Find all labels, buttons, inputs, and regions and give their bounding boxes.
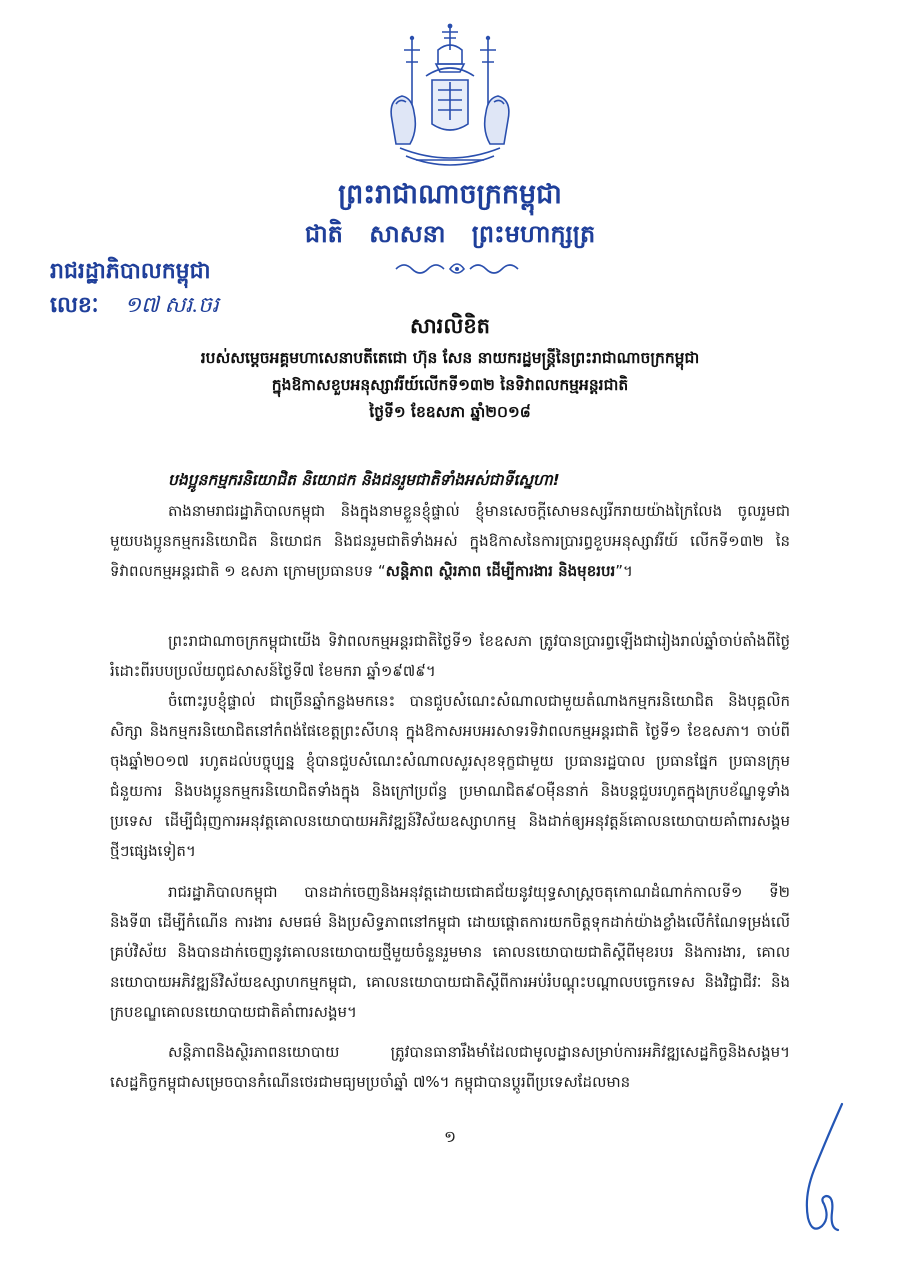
subtitle-line-2: ក្នុងឱកាសខួបអនុស្សាវរីយ៍លើកទី១៣២ នៃទិវាពលកម្មអន្តរជាតិ: [271, 376, 629, 394]
royal-coat-of-arms-icon: [372, 20, 528, 180]
subtitle-line-3: ថ្ងៃទី១ ខែឧសភា ឆ្នាំ២០១៨: [369, 403, 531, 421]
signature-mark: [796, 1100, 856, 1240]
paragraph-5: សន្តិភាពនិងស្ថិរភាពនយោបាយ ត្រូវបានធានារឹងមាំដែលជាមូលដ្ឋានសម្រាប់ការអភិវឌ្ឍសេដ្ឋកិច្ចនិងសង្គម។ សេដ្ឋកិច្ចកម្ពុជាសម្រេចបានកំណើនថេរជាមធ្យមប្រចាំឆ្នាំ ៧%។ កម្ពុជាបានប្តូរពីប្រទេសដែលមាន: [110, 1043, 790, 1091]
national-motto: ជាតិ សាសនា ព្រះមហាក្សត្រ: [304, 220, 596, 248]
paragraph-2: ព្រះរាជាណាចក្រកម្ពុជាយើង ទិវាពលកម្មអន្តរជាតិថ្ងៃទី១ ខែឧសភា ត្រូវបានប្រារព្ធឡើងជារៀងរាល់ឆ្នាំចាប់តាំងពីថ្ងៃរំដោះពីរបបប្រល័យពូជសាសន៍ថ្ងៃទី៧ ខែមករា ឆ្នាំ១៩៧៩។: [110, 632, 790, 680]
issuing-government: រាជរដ្ឋាភិបាលកម្ពុជា: [50, 259, 211, 284]
page-number: ១: [443, 1127, 457, 1146]
salutation: បងប្អូនកម្មករនិយោជិត និយោជក និងជនរួមជាតិទាំងអស់ជាទីស្នេហា!: [168, 471, 560, 489]
paragraph-1-text: តាងនាមរាជរដ្ឋាភិបាលកម្ពុជា និងក្នុងនាមខ្លួនខ្ញុំផ្ទាល់ ខ្ញុំមានសេចក្តីសោមនស្សរីករាយយ៉ាងក្រៃលែង ចូលរួមជាមួយបងប្អូនកម្មករនិយោជិត និយោជក និងជនរួមជាតិទាំងអស់ ក្នុងឱកាសនៃការប្រារព្ធខួបអនុស្សាវរីយ៍ លើកទី១៣២ នៃទិវាពលកម្មអន្តរជាតិ ១ ឧសភា ក្រោមប្រធានបទ “: [110, 502, 790, 580]
reference-label: លេខៈ: [50, 293, 99, 318]
kingdom-title: ព្រះរាជាណាចក្រកម្ពុជា: [338, 179, 562, 210]
paragraph-3: ចំពោះរូបខ្ញុំផ្ទាល់ ជាច្រើនឆ្នាំកន្លងមកនេះ បានជួបសំណេះសំណាលជាមួយតំណាងកម្មករនិយោជិត និងបុគ្គលិកសិក្សា និងកម្មករនិយោជិតនៅកំពង់ផែខេត្តព្រះសីហនុ ក្នុងឱកាសអបអរសាទរទិវាពលកម្មអន្តរជាតិ ថ្ងៃទី១ ខែឧសភា។ ចាប់ពីចុងឆ្នាំ២០១៧ រហូតដល់បច្ចុប្បន្ន ខ្ញុំបានជួបសំណេះសំណាលសួរសុខទុក្ខជាមួយ ប្រធានរដ្ឋបាល ប្រធានផ្នែក ប្រធានក្រុម ជំនួយការ និងបងប្អូនកម្មករនិយោជិតទាំងក្នុង និងក្រៅប្រព័ន្ធ ប្រមាណជិត៩០ម៉ឺននាក់ និងបន្តជួបរហូតក្នុងក្របខ័ណ្ឌទូទាំងប្រទេស ដើម្បីជំរុញការអនុវត្តគោលនយោបាយអភិវឌ្ឍន៍វិស័យឧស្សាហកម្ម និងដាក់ឲ្យអនុវត្តន៍គោលនយោបាយគាំពារសង្គមថ្មីៗផ្សេងទៀត។: [110, 692, 790, 860]
subtitle-line-1: របស់សម្តេចអគ្គមហាសេនាបតីតេជោ ហ៊ុន សែន នាយករដ្ឋមន្ត្រីនៃព្រះរាជាណាចក្រកម្ពុជា: [200, 349, 700, 367]
theme-phrase: សន្តិភាព ស្ថិរភាព ដើម្បីការងារ និងមុខរបរ: [385, 562, 616, 580]
paragraph-1-end: ”។: [615, 562, 633, 580]
paragraph-1: [110, 496, 790, 586]
document-title: សារលិខិត: [410, 314, 490, 338]
decorative-flourish-icon: [392, 257, 522, 279]
paragraph-4: រាជរដ្ឋាភិបាលកម្ពុជា បានដាក់ចេញនិងអនុវត្តដោយជោគជ័យនូវយុទ្ធសាស្ត្រចតុកោណដំណាក់កាលទី១ ទី២ និងទី៣ ដើម្បីកំណើន ការងារ សមធម៌ និងប្រសិទ្ធភាពនៅកម្ពុជា ដោយផ្តោតការយកចិត្តទុកដាក់យ៉ាងខ្លាំងលើកំណែទម្រង់លើគ្រប់វិស័យ និងបានដាក់ចេញនូវគោលនយោបាយថ្មីមួយចំនួនរួមមាន គោលនយោបាយជាតិស្តីពីមុខរបរ និងការងារ, គោលនយោបាយអភិវឌ្ឍន៍វិស័យឧស្សាហកម្មកម្ពុជា, គោលនយោបាយជាតិស្តីពីការអប់រំបណ្តុះបណ្តាលបច្ចេកទេស និងវិជ្ជាជីវៈ និងក្របខណ្ឌគោលនយោបាយជាតិគាំពារសង្គម។: [110, 883, 790, 1021]
reference-number: ១៧ សរ.ចរ: [124, 292, 219, 317]
